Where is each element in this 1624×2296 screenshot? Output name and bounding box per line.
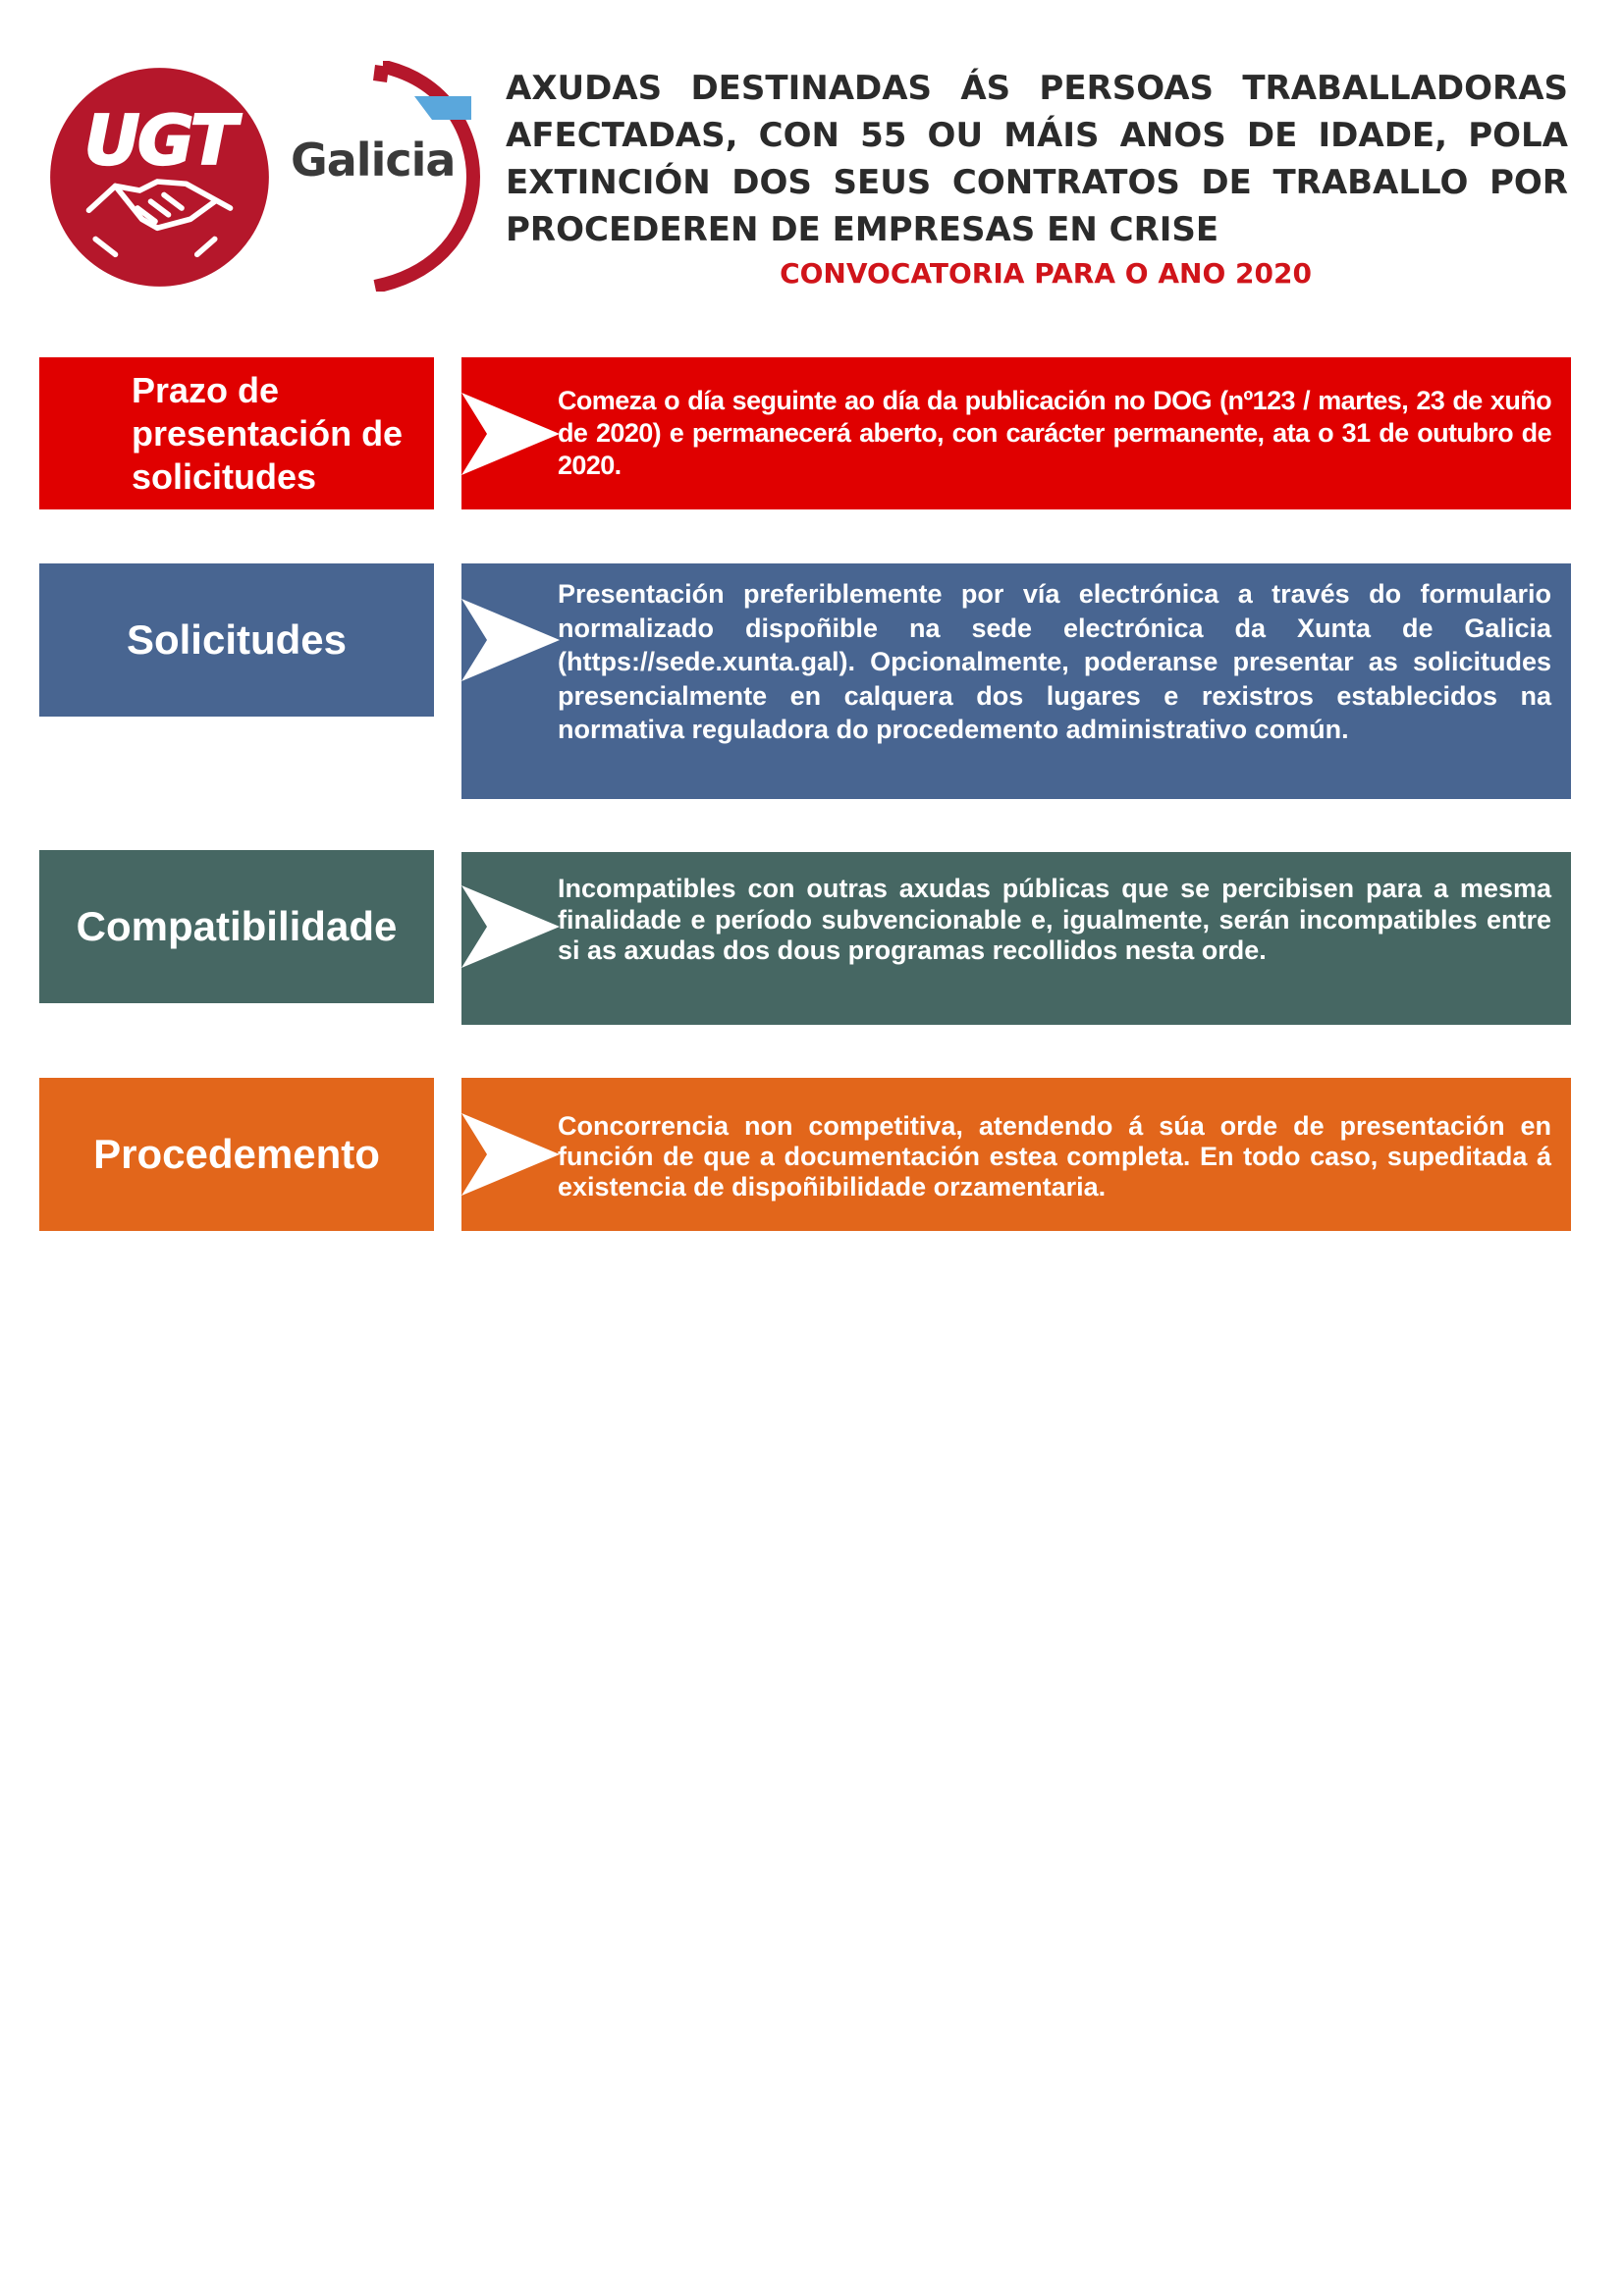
section-compatibilidade [39, 850, 1571, 1025]
section-text: Incompatibles con outras axudas públicas que se percibisen para a mesma finalidade e período subvencionable e, igualmente, serán incompatibles entre si as axudas dos dous programas recollidos nesta orde. [558, 874, 1551, 965]
arrow-pointer [461, 599, 560, 681]
arrow-pointer [461, 393, 560, 475]
section-text: Concorrencia non competitiva, atendendo á súa orde de presentación en función de que a documentación estea completa. En todo caso, supeditada á existencia de dispoñibilidade orzamentaria. [558, 1111, 1551, 1201]
section-label: Solicitudes [126, 616, 348, 663]
section-text: Comeza o día seguinte ao día da publicación no DOG (nº123 / martes, 23 de xuño de 2020) e permanecerá aberto, con carácter permanente, ata o 31 de outubro de 2020. [558, 386, 1551, 480]
section-label-box [39, 357, 434, 509]
section-prazo [39, 357, 1571, 509]
region-name: Galicia [291, 133, 456, 187]
arrow-pointer [461, 885, 560, 968]
section-label: Procedemento [93, 1131, 380, 1177]
logo-letters: UGT [83, 101, 236, 181]
section-solicitudes [39, 563, 1571, 799]
page-subtitle: CONVOCATORIA PARA O ANO 2020 [780, 257, 1312, 290]
section-procedemento [39, 1078, 1571, 1231]
section-label-box [39, 1078, 434, 1231]
section-label: Compatibilidade [76, 903, 398, 949]
section-label-box [39, 563, 434, 717]
section-label: Prazo de presentación de solicitudes [132, 369, 404, 497]
ugt-logo [49, 67, 270, 288]
arrow-pointer [461, 1113, 560, 1196]
brand-bracket-graphic [363, 61, 491, 292]
page-title: AXUDAS DESTINADAS ÁS PERSOAS TRABALLADORAS AFECTADAS, CON 55 OU MÁIS ANOS DE IDADE, POLA EXTINCIÓN DOS SEUS CONTRATOS DE TRABALLO POR PROCEDEREN DE EMPRESAS EN CRISE [506, 69, 1568, 249]
section-label-box [39, 850, 434, 1003]
section-text: Presentación preferiblemente por vía electrónica a través do formulario normalizado dispoñible na sede electrónica da Xunta de Galicia (https://sede.xunta.gal). Opcionalmente, poderanse presentar as solicitudes presencialmente en calquera dos lugares e rexistros establecidos na normativa reguladora do procedemento administrativo común. [558, 579, 1551, 744]
